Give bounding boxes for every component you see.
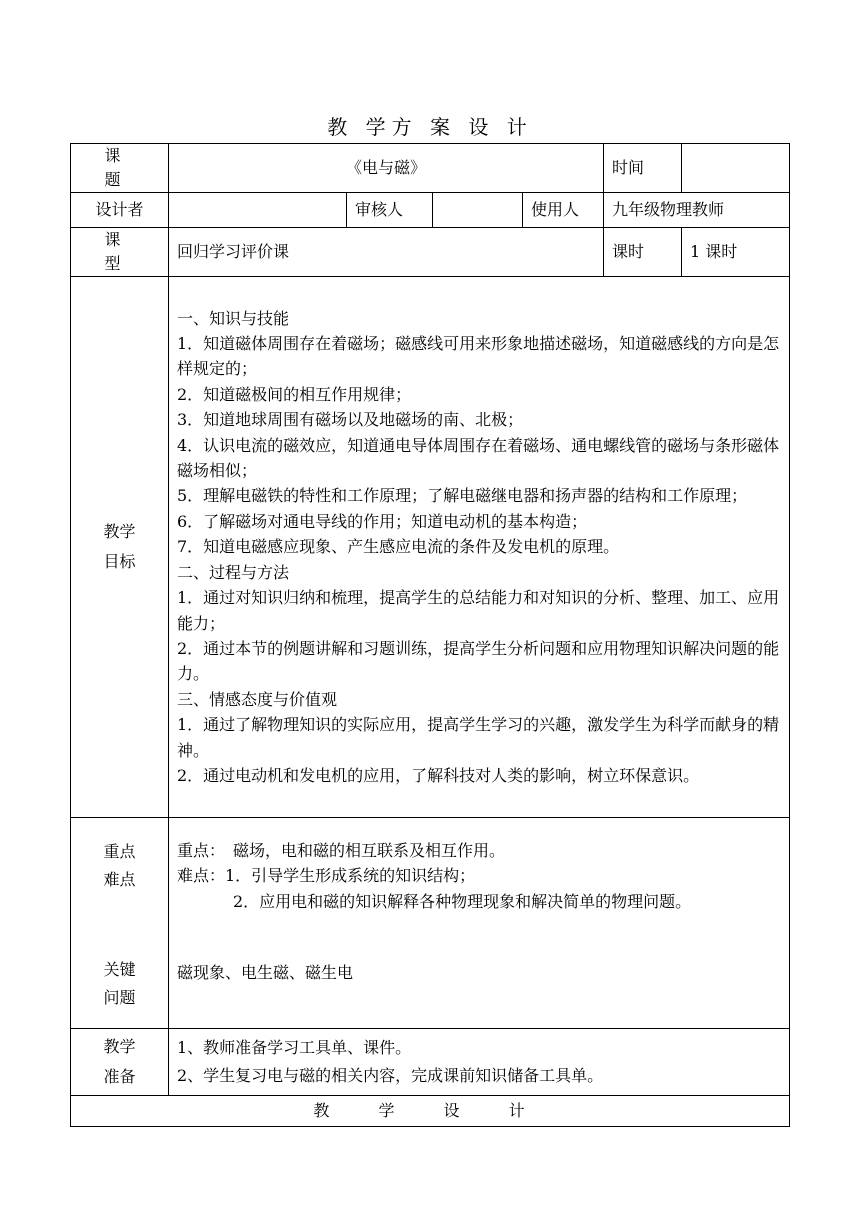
goals-line: 6．了解磁场对通电导线的作用；知道电动机的基本构造； — [177, 511, 588, 531]
keypoints-content — [169, 818, 790, 1029]
teaching-design-heading: 教 学 设 计 — [71, 1096, 790, 1127]
goals-label-line1: 教学 — [103, 522, 136, 541]
row-goals — [71, 277, 790, 818]
label-reviewer: 审核人 — [347, 193, 433, 228]
label-user: 使用人 — [523, 193, 604, 228]
goals-line: 一、知识与技能 — [177, 308, 290, 328]
goals-line: 4．认识电流的磁效应，知道通电导体周围存在着磁场、通电螺线管的磁场与条形磁体磁场相似； — [177, 435, 780, 481]
row-footer — [71, 1096, 790, 1127]
label-designer: 设计者 — [71, 193, 169, 228]
prep-content — [169, 1029, 790, 1096]
goals-label-line2: 目标 — [103, 552, 136, 571]
difficulty-text-2-content: 2．应用电和磁的知识解释各种物理现象和解决简单的物理问题。 — [233, 891, 692, 911]
row-prep — [71, 1029, 790, 1096]
key-questions-text: 磁现象、电生磁、磁生电 — [177, 963, 354, 983]
document-title: 教 学方 案 设 计 — [327, 115, 533, 139]
lesson-plan-table — [70, 143, 790, 1127]
row-topic — [71, 144, 790, 193]
key-questions-label-line2: 问题 — [103, 988, 136, 1007]
label-topic: 课 题 — [71, 144, 169, 193]
focus-text: 重点： 磁场，电和磁的相互联系及相互作用。 — [177, 841, 506, 860]
goals-line: 2．通过本节的例题讲解和习题训练，提高学生分析问题和应用物理知识解决问题的能力。 — [177, 638, 780, 684]
row-type — [71, 228, 790, 277]
goals-line: 3．知道地球周围有磁场以及地磁场的南、北极； — [177, 410, 524, 430]
type-value: 回归学习评价课 — [169, 228, 604, 277]
prep-label-line2: 准备 — [103, 1067, 136, 1086]
goals-line: 1．知道磁体周围存在着磁场；磁感线可用来形象地描述磁场，知道磁感线的方向是怎样规定的； — [177, 334, 780, 379]
difficulty-text-2 — [177, 889, 781, 914]
label-type: 课 型 — [71, 228, 169, 277]
reviewer-value — [433, 193, 523, 228]
keypoints-label — [71, 818, 169, 1029]
prep-label — [71, 1029, 169, 1096]
period-value: 1 课时 — [682, 228, 790, 277]
row-designer — [71, 193, 790, 228]
user-value: 九年级物理教师 — [604, 193, 790, 228]
goals-label — [71, 277, 169, 818]
row-keypoints — [71, 818, 790, 1029]
topic-value: 《电与磁》 — [169, 144, 604, 193]
label-period: 课时 — [604, 228, 682, 277]
goals-line: 二、过程与方法 — [177, 562, 290, 582]
prep-label-line1: 教学 — [103, 1037, 136, 1056]
designer-value — [169, 193, 347, 228]
goals-line: 5．理解电磁铁的特性和工作原理；了解电磁继电器和扬声器的结构和工作原理； — [177, 486, 748, 506]
goals-line: 1．通过了解物理知识的实际应用，提高学生学习的兴趣，激发学生为科学而献身的精神。 — [177, 715, 780, 760]
goals-line: 2．通过电动机和发电机的应用，了解科技对人类的影响，树立环保意识。 — [177, 765, 700, 785]
prep-item: 1、教师准备学习工具单、课件。 — [177, 1038, 412, 1057]
goals-line: 1．通过对知识归纳和梳理，提高学生的总结能力和对知识的分析、整理、加工、应用能力； — [177, 588, 780, 633]
keypoints-label-line1: 重点 — [103, 842, 136, 861]
goals-content — [169, 277, 790, 818]
time-value — [682, 144, 790, 193]
goals-line: 7．知道电磁感应现象、产生感应电流的条件及发电机的原理。 — [177, 537, 620, 557]
goals-line: 2．知道磁极间的相互作用规律； — [177, 384, 412, 404]
prep-item: 2、学生复习电与磁的相关内容，完成课前知识储备工具单。 — [177, 1066, 604, 1085]
label-time: 时间 — [604, 144, 682, 193]
key-questions-label-line1: 关键 — [103, 960, 136, 979]
difficulty-text-1: 难点：1．引导学生形成系统的知识结构； — [177, 866, 476, 886]
goals-line: 三、情感态度与价值观 — [177, 689, 338, 709]
keypoints-label-line2: 难点 — [103, 870, 136, 889]
